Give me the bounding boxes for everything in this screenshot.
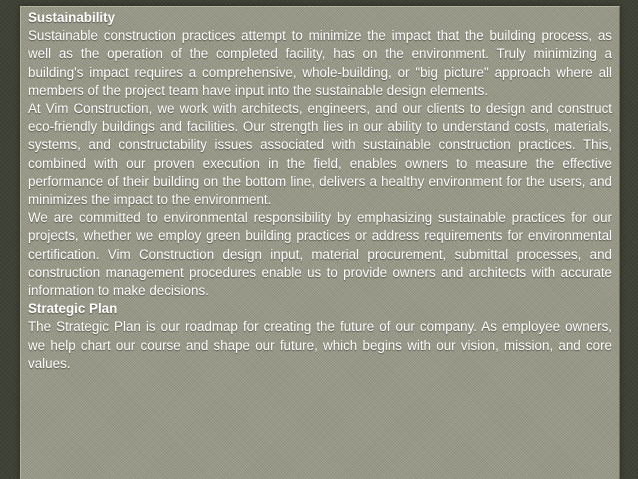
section-heading-sustainability: Sustainability [28,10,116,25]
text-panel [20,6,620,479]
paragraph-vim-construction-strength: At Vim Construction, we work with architects, engineers, and our clients to design and construct eco-friendly buildings and facilities. Our strength lies in our ability to understand costs, materials, systems, and constructability issues associated with sustainable construction practices. This, combined with our proven execution in the field, enables owners to measure the effective performance of their building on the bottom line, delivers a healthy environment for the users, and minimizes the impact to the environment. [28,101,612,208]
section-heading-strategic-plan: Strategic Plan [28,301,118,317]
paragraph-environmental-commitment: We are committed to environmental responsibility by emphasizing sustainable practices for our projects, whether we employ green building practices or address requirements for environmental certification. Vim Construction design input, material procurement, submittal processes, and construction management procedures enable us to provide owners and architects with accurate information to make decisions. [28,210,612,299]
content-body [28,9,612,373]
paragraph-strategic-plan: The Strategic Plan is our roadmap for creating the future of our company. As employee owners, we help chart our course and shape our future, which begins with our vision, mission, and core values. [28,319,612,371]
paragraph-sustainability-intro: Sustainable construction practices attempt to minimize the impact that the building process, as well as the operation of the completed facility, has on the environment. Truly minimizing a building's impact requires a comprehensive, whole-building, or "big picture" approach where all members of the project team have input into the sustainable design elements. [28,28,612,98]
